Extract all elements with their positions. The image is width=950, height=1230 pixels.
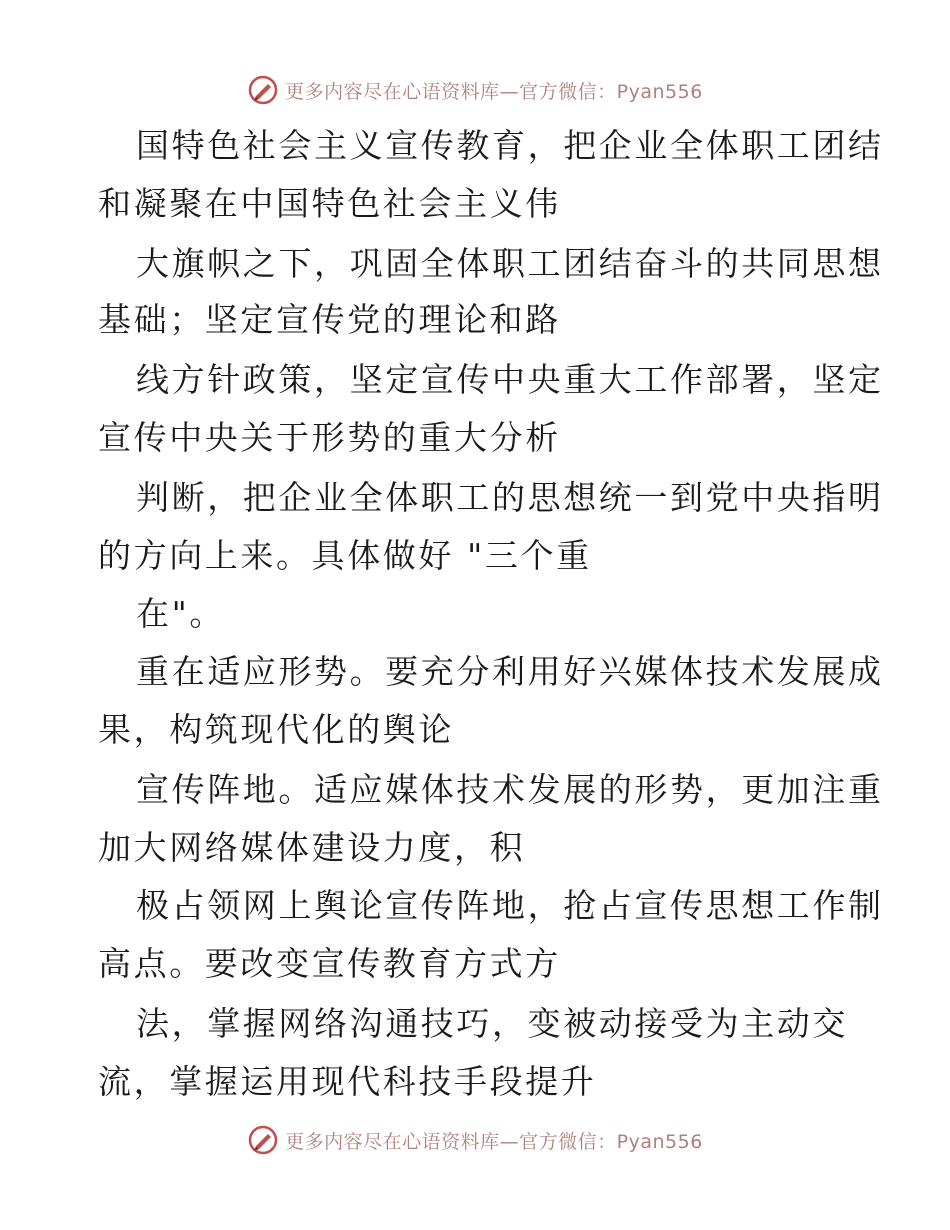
body-line: 宣传中央关于形势的重大分析 <box>98 418 561 457</box>
body-line: 判断，把企业全体职工的思想统一到党中央指明 <box>136 478 884 517</box>
body-line: 加大网络媒体建设力度，积 <box>98 828 526 867</box>
body-line: 极占领网上舆论宣传阵地，抢占宣传思想工作制 <box>136 886 884 925</box>
body-line: 的方向上来。具体做好 "三个重 <box>98 536 592 575</box>
footer-watermark-banner <box>0 1120 950 1160</box>
body-line: 基础；坚定宣传党的理论和路 <box>98 300 561 339</box>
pen-logo-icon <box>247 1124 279 1156</box>
body-line: 在"。 <box>136 594 225 633</box>
body-line: 大旗帜之下，巩固全体职工团结奋斗的共同思想 <box>136 244 884 283</box>
body-line: 和凝聚在中国特色社会主义伟 <box>98 184 561 223</box>
body-line: 流，掌握运用现代科技手段提升 <box>98 1062 597 1101</box>
body-line: 果，构筑现代化的舆论 <box>98 710 454 749</box>
footer-watermark-text: 更多内容尽在心语资料库—官方微信：Pyan556 <box>285 1130 703 1153</box>
body-line: 线方针政策，坚定宣传中央重大工作部署，坚定 <box>136 360 884 399</box>
body-line: 宣传阵地。适应媒体技术发展的形势，更加注重 <box>136 770 884 809</box>
body-line: 高点。要改变宣传教育方式方 <box>98 944 561 983</box>
body-line: 重在适应形势。要充分利用好兴媒体技术发展成 <box>136 652 884 691</box>
header-watermark-text: 更多内容尽在心语资料库—官方微信：Pyan556 <box>285 80 703 103</box>
body-line: 国特色社会主义宣传教育，把企业全体职工团结 <box>136 126 884 165</box>
body-line: 法，掌握网络沟通技巧，变被动接受为主动交 <box>136 1004 848 1043</box>
